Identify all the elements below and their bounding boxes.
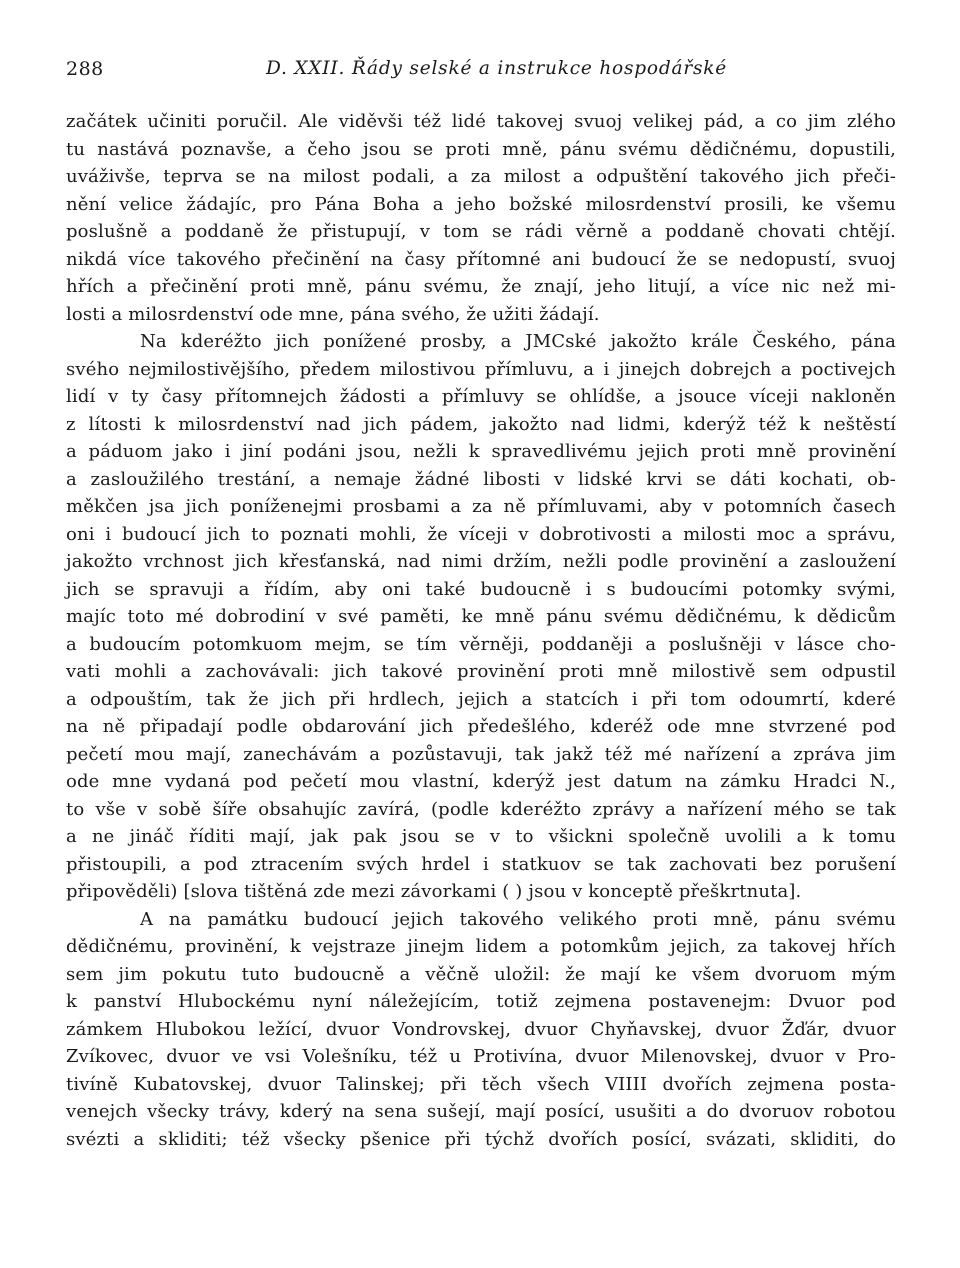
text-line: oni i budoucí jich to poznati mohli, že víceji v dobrotivosti a milosti moc a správu, [66,523,896,545]
text-line: uváživše, teprva se na milost podali, a za milost a odpuštění takového jich přeči- [66,166,896,187]
text-line: a zasloužilého trestání, a nemaje žádné libosti v lidské krvi se dáti kochati, ob- [66,468,896,490]
text-line: pečetí mou mají, zanechávám a pozůstavuji, tak jakž též mé nařízení a zpráva jim [66,743,896,765]
text-line: a budoucím potomkuom mejm, se tím věrněji, poddaněji a poslušněji v lásce cho- [66,633,896,655]
text-line: majíc toto mé dobrodiní v své paměti, ke mně pánu svému dědičnému, k dědicům [66,606,896,627]
text-line: to vše v sobě šíře obsahujíc zavírá, (podle kderéžto zprávy a nařízení mého se tak [66,798,896,820]
text-line: ode mne vydaná pod pečetí mou vlastní, kderýž jest datum na zámku Hradci N., [66,771,896,792]
text-line: jakožto vrchnost jich křesťanská, nad nimi držím, nežli podle provinění a zasloužení [66,551,896,572]
text-line: měkčen jsa jich poníženejmi prosbami a za ně přímluvami, aby v potomních časech [66,496,896,517]
text-line: zámkem Hlubokou ležící, dvuor Vondrovskej, dvuor Chyňavskej, dvuor Žďár, dvuor [66,1018,896,1040]
running-title: D. XXII. Řády selské a instrukce hospodářské [266,58,728,79]
text-line: hřích a přečinění proti mně, pánu svému, že znají, jeho litují, a více nic než mi- [66,276,896,297]
text-line: lidí v ty časy přítomnejch žádosti a přímluvy se ohlídše, a jsouce víceji nakloněn [66,386,896,407]
paragraph [66,906,896,1154]
text-line: z lítosti k milosrdenství nad jich pádem, jakožto nad lidmi, kderýž též k neštěstí [66,413,896,435]
text-line: poslušně a poddaně že přistupují, v tom se rádi věrně a poddaně chovati chtějí. [66,221,896,242]
text-line: Na kderéžto jich ponížené prosby, a JMCské jakožto krále Českého, pána [140,331,896,352]
text-line: Zvíkovec, dvuor ve vsi Volešníku, též u Protivína, dvuor Milenovskej, dvuor v Pro- [66,1046,896,1067]
text-line: nikdá více takového přečinění na časy přítomné ani budoucí že se nedopustí, svuoj [66,248,896,270]
text-line: nění velice žádajíc, pro Pána Boha a jeho božské milosrdenství prosili, ke všemu [66,193,896,215]
page-number: 288 [66,58,104,80]
text-line: dědičnému, provinění, k vejstraze jinejm lidem a potomkům jejich, za takovej hřích [66,936,896,957]
text-line: a ne jináč říditi mají, jak pak jsou se v to všickni společně uvolili a k tomu [66,826,896,847]
text-line: na ně připadají podle obdarování jich předešlého, kderéž ode mne stvrzené pod [66,716,896,737]
text-line: a páduom jako i jiní podáni jsou, nežli k spravedlivému jejich proti mně provinění [66,441,896,462]
text-line: tivíně Kubatovskej, dvuor Talinskej; při těch všech VIIII dvořích zejmena posta- [66,1073,896,1095]
paragraph [66,328,896,906]
text-line: jich se spravuji a řídím, aby oni také budoucně i s budoucími potomky svými, [66,578,896,600]
text-line: sem jim pokutu tuto budoucně a věčně uložil: že mají ke všem dvoruom mým [66,963,896,985]
text-line: vati mohli a zachovávali: jich takové provinění proti mně milostivě sem odpustil [66,661,896,682]
running-head [66,58,896,86]
text-line: přistoupili, a pod ztracením svých hrdel i statkuov se tak zachovati bez porušení [66,853,896,875]
text-line: k panství Hlubockému nyní náležejícím, totiž zejmena postavenejm: Dvuor pod [66,991,896,1012]
text-line: A na památku budoucí jejich takového velikého proti mně, pánu svému [140,908,896,930]
paragraph [66,108,896,328]
text-line: svézti a skliditi; též všecky pšenice při týchž dvořích posící, svázati, skliditi, do [66,1128,896,1150]
text-line: losti a milosrdenství ode mne, pána svého, že užiti žádají. [66,303,600,325]
text-line: tu nastává poznavše, a čeho jsou se proti mně, pánu svému dědičnému, dopustili, [66,138,896,160]
text-line: venejch všecky trávy, kderý na sena sušejí, mají posící, usušiti a do dvoruov robotou [66,1101,896,1122]
text-line: připověděli) [slova tištěná zde mezi závorkami ( ) jsou v konceptě přeškrtnuta]. [66,881,802,902]
text-line: začátek učiniti poručil. Ale viděvši též lidé takovej svuoj velikej pád, a co jim zlého [66,111,896,132]
text-line: svého nejmilostivějšího, předem milostivou přímluvu, a i jinejch dobrejch a poctivejch [66,358,896,380]
body-text [66,108,896,1153]
text-line: a odpouštím, tak že jich při hrdlech, jejich a statcích i při tom odoumrtí, kderé [66,688,896,710]
